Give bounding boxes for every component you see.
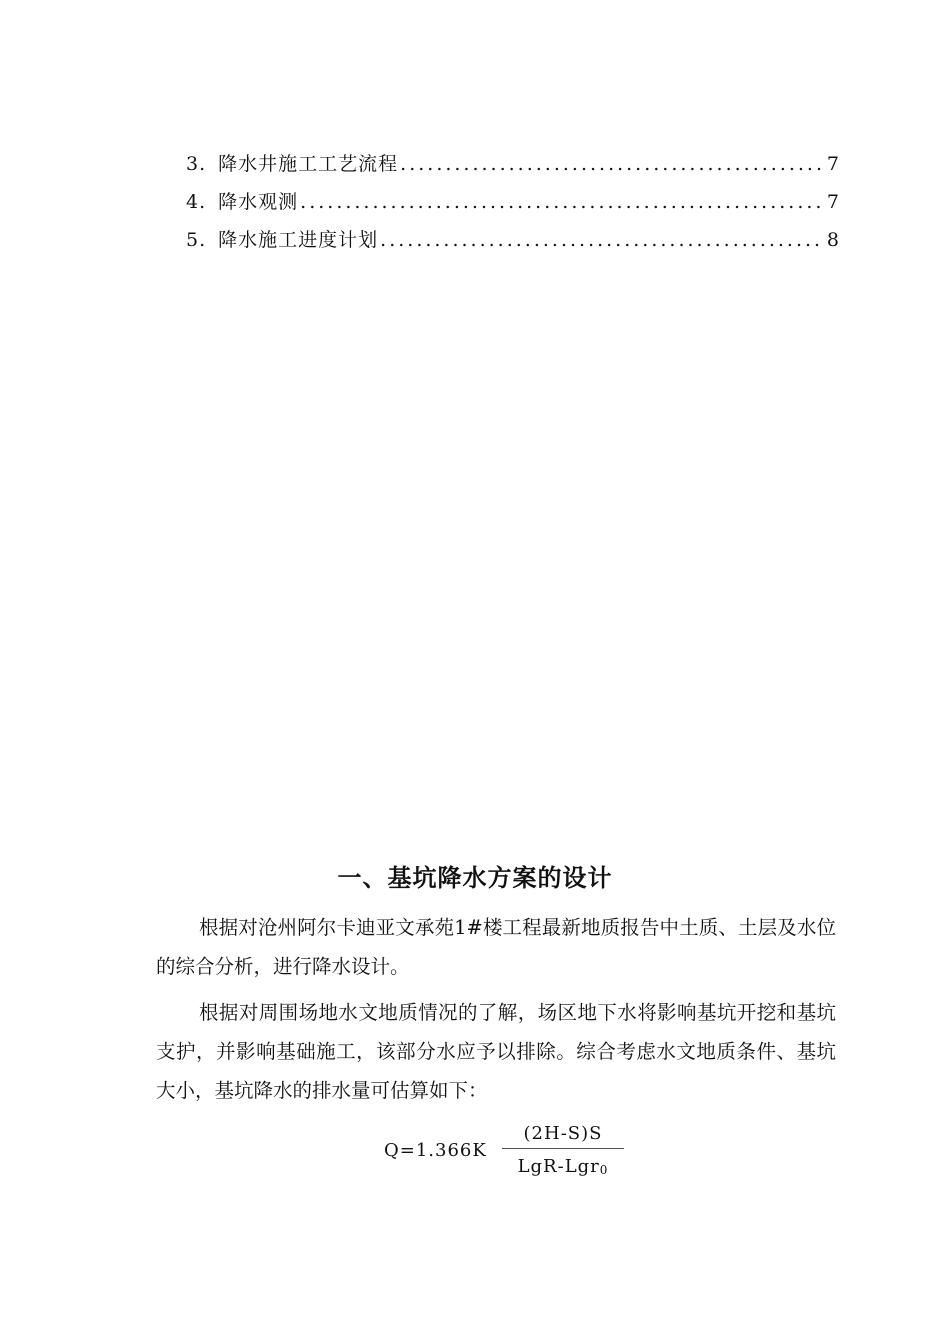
toc-dot-leader xyxy=(400,150,825,178)
formula-fraction xyxy=(502,1120,624,1179)
toc-dot-leader xyxy=(380,226,825,254)
section-heading: 一、基坑降水方案的设计 xyxy=(337,864,613,892)
formula-denominator xyxy=(502,1149,624,1179)
toc-entry-number: 5. xyxy=(186,229,207,251)
toc-entry-title: 降水观测 xyxy=(218,191,299,213)
toc-entry-page: 8 xyxy=(826,229,840,251)
table-of-contents xyxy=(186,150,840,264)
toc-entry-title: 降水施工进度计划 xyxy=(218,229,379,251)
formula-numerator: (2H-S)S xyxy=(523,1123,603,1144)
toc-entry-5[interactable] xyxy=(186,226,840,264)
toc-dot-leader xyxy=(300,188,825,216)
formula-lhs: Q=1.366K xyxy=(384,1140,487,1161)
toc-entry-number: 4. xyxy=(186,191,207,213)
toc-entry-page: 7 xyxy=(826,153,840,175)
formula-denominator-subscript: 0 xyxy=(599,1163,609,1177)
paragraph-intro: 根据对沧州阿尔卡迪亚文承苑1#楼工程最新地质报告中土质、土层及水位的综合分析，进行降水设计。 xyxy=(156,916,836,978)
paragraph-drainage: 根据对周围场地水文地质情况的了解，场区地下水将影响基坑开挖和基坑支护，并影响基础施工，该部分水应予以排除。综合考虑水文地质条件、基坑大小，基坑降水的排水量可估算如下： xyxy=(156,1001,836,1102)
toc-entry-title: 降水井施工工艺流程 xyxy=(218,153,399,175)
toc-entry-3[interactable] xyxy=(186,150,840,188)
toc-entry-number: 3. xyxy=(186,153,207,175)
formula-denominator-main: LgR-Lgr xyxy=(517,1156,600,1177)
toc-entry-4[interactable] xyxy=(186,188,840,226)
toc-entry-page: 7 xyxy=(826,191,840,213)
